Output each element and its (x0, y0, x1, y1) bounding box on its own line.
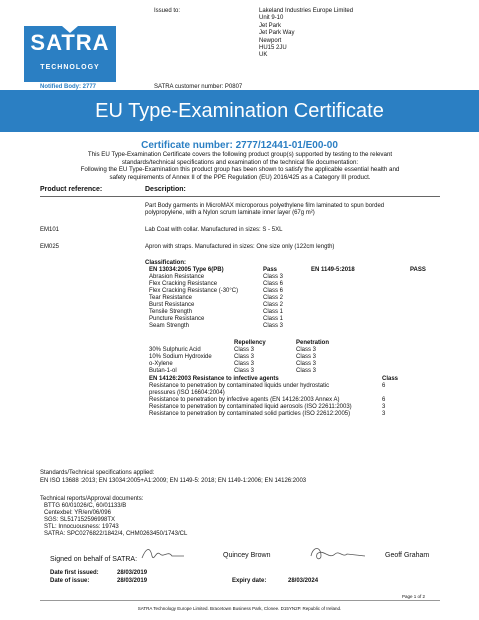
class-row-value: Class 6 (263, 288, 284, 294)
class-row-name: Tensile Strength (149, 309, 193, 315)
signature-2 (307, 544, 367, 564)
signed-label: Signed on behalf of SATRA: (50, 556, 138, 563)
address-block (259, 8, 353, 60)
class-row-name: Tear Resistance (149, 295, 193, 301)
chem-row-rep: Class 3 (234, 368, 255, 374)
address-line: Jet Park Way (259, 30, 295, 37)
infect-row-class: 6 (382, 397, 386, 403)
classification-label: Classification: (145, 260, 187, 266)
address-line: Lakeland Industries Europe Limited (259, 8, 354, 14)
chem-row-pen: Class 3 (296, 347, 317, 353)
report-line: Centexbel: YR/en/06/096 (44, 510, 111, 516)
address-line: HU15 2JU (259, 45, 287, 52)
pass-en13034: Pass (263, 267, 278, 273)
address-line: Newport (259, 37, 282, 44)
chem-row-name: o-Xylene (149, 361, 173, 367)
class-row-value: Class 3 (263, 323, 284, 329)
infect-class-header: Class (382, 376, 399, 382)
notified-body: Notified Body: 2777 (40, 84, 97, 90)
class-row-value: Class 1 (263, 316, 284, 322)
address-line: Jet Park (259, 22, 282, 29)
repellency-header: Repellency (234, 340, 266, 346)
signatory-1-name: Quincey Brown (223, 552, 271, 559)
issued-to-label: Issued to: (154, 8, 181, 14)
signatory-2-name: Geoff Graham (385, 552, 430, 559)
signature-1 (140, 544, 186, 564)
infect-row-class: 6 (382, 383, 386, 389)
class-row-value: Class 3 (263, 274, 284, 280)
col-description: Description: (145, 186, 186, 193)
product-desc: Apron with straps. Manufactured in sizes: One size only (122cm length) (145, 244, 335, 250)
chem-row-rep: Class 3 (234, 354, 255, 360)
issue-label: Date of issue: (50, 578, 90, 584)
chem-row-pen: Class 3 (296, 368, 317, 374)
class-row-name: Burst Resistance (149, 302, 195, 308)
report-line: STL: Innocuousness: 19743 (44, 524, 119, 530)
infect-row: Resistance to penetration by contaminated solid particles (ISO 22612:2005) (149, 411, 351, 417)
satra-logo (24, 26, 116, 82)
chem-row-rep: Class 3 (234, 361, 255, 367)
chem-row-name: 10% Sodium Hydroxide (149, 354, 212, 360)
col-product-reference: Product reference: (40, 186, 103, 193)
class-row-name: Abrasion Resistance (149, 274, 205, 280)
report-line: BTTG 60/01026/C, 60/01133/B (44, 503, 127, 509)
infect-row: Resistance to penetration by contaminated liquids under hydrostatic (149, 383, 330, 389)
class-row-value: Class 2 (263, 302, 284, 308)
penetration-header: Penetration (296, 340, 330, 346)
footer-address: SATRA Technology Europe Limited. Bracetown Business Park, Clonee. D15YN2P. Republic of Ireland. (137, 606, 342, 611)
product-ref: EM101 (40, 227, 60, 233)
certificate-number: Certificate number: 2777/12441-01/E00-00 (141, 140, 338, 151)
general-description: Part Body garments in MicroMAX microporous polyethylene film laminated to spun borded (145, 203, 385, 209)
infect-row-class: 3 (382, 411, 386, 417)
product-ref: EM025 (40, 244, 60, 250)
intro-line: safety requirements of Annex II of the PPE Regulation (EU) 2016/425 as a Category III product. (109, 173, 371, 181)
header-divider (40, 196, 440, 197)
logo-subtext: TECHNOLOGY (40, 64, 100, 71)
class-row-name: Flex Cracking Resistance (149, 281, 218, 287)
intro-text (40, 151, 440, 181)
std-en13034: EN 13034:2005 Type 6(PB) (149, 267, 224, 273)
title-banner: EU Type-Examination Certificate (0, 90, 479, 132)
infect-row: Resistance to penetration by infective agents (EN 14126:2003 Annex A) (149, 397, 340, 403)
chem-row-name: Butan-1-ol (149, 368, 177, 374)
reports-label: Technical reports/Approval documents: (40, 496, 144, 502)
class-row-value: Class 6 (263, 281, 284, 287)
infect-row: pressures (ISO 16604:2004) (149, 390, 225, 396)
product-desc: Lab Coat with collar. Manufactured in sizes: S - 5XL (145, 227, 283, 233)
report-line: SGS: SL517152596998TX (44, 517, 116, 523)
expiry-label: Expiry date: (232, 578, 267, 584)
issue-date: 28/03/2019 (117, 578, 148, 584)
customer-number: SATRA customer number: P0807 (154, 84, 243, 90)
chem-row-rep: Class 3 (234, 347, 255, 353)
expiry-date: 28/03/2024 (288, 578, 319, 584)
footer-divider (40, 600, 440, 601)
general-description: polypropylene, with a Nylon scrum laminate inner layer (67g m²) (145, 210, 315, 216)
class-row-name: Puncture Resistance (149, 316, 205, 322)
standards-text: EN ISO 13688 :2013; EN 13034:2005+A1:2009; EN 1149-5: 2018; EN 1149-1:2006; EN 14126:2003 (40, 478, 307, 484)
intro-line: standards/technical specifications and examination of the technical file documentation: (121, 158, 359, 166)
class-row-value: Class 2 (263, 295, 284, 301)
address-line: Unit 9-10 (259, 15, 284, 22)
intro-line: Following the EU Type-Examination this product group has been shown to satisfy the applicable essential health and (80, 166, 400, 174)
chem-row-pen: Class 3 (296, 354, 317, 360)
first-issued-label: Date first issued: (50, 570, 99, 576)
infect-row-class: 3 (382, 404, 386, 410)
class-row-value: Class 1 (263, 309, 284, 315)
infect-row: Resistance to penetration by contaminated liquid aerosols (ISO 22611:2003) (149, 404, 352, 410)
pass-en1149: PASS (410, 267, 426, 273)
address-line: UK (259, 52, 268, 59)
class-row-name: Flex Cracking Resistance (-30°C) (149, 288, 239, 294)
class-row-name: Seam Strength (149, 323, 190, 329)
report-line: SATRA: SPC0276822/1842/4, CHM0263450/1743/CL (44, 531, 188, 537)
standards-label: Standards/Technical specifications applied: (40, 470, 155, 476)
chem-row-name: 30% Sulphuric Acid (149, 347, 201, 353)
std-en1149: EN 1149-5:2018 (311, 267, 355, 273)
intro-line: This EU Type-Examination Certificate covers the following product group(s) supported by testing to the relevant (87, 151, 393, 158)
first-issued-date: 28/03/2019 (117, 570, 148, 576)
logo-text: SATRA (30, 30, 110, 55)
chem-row-pen: Class 3 (296, 361, 317, 367)
infect-standard: EN 14126:2003 Resistance to infective agents (149, 376, 279, 382)
page-number: Page 1 of 2 (402, 594, 426, 599)
